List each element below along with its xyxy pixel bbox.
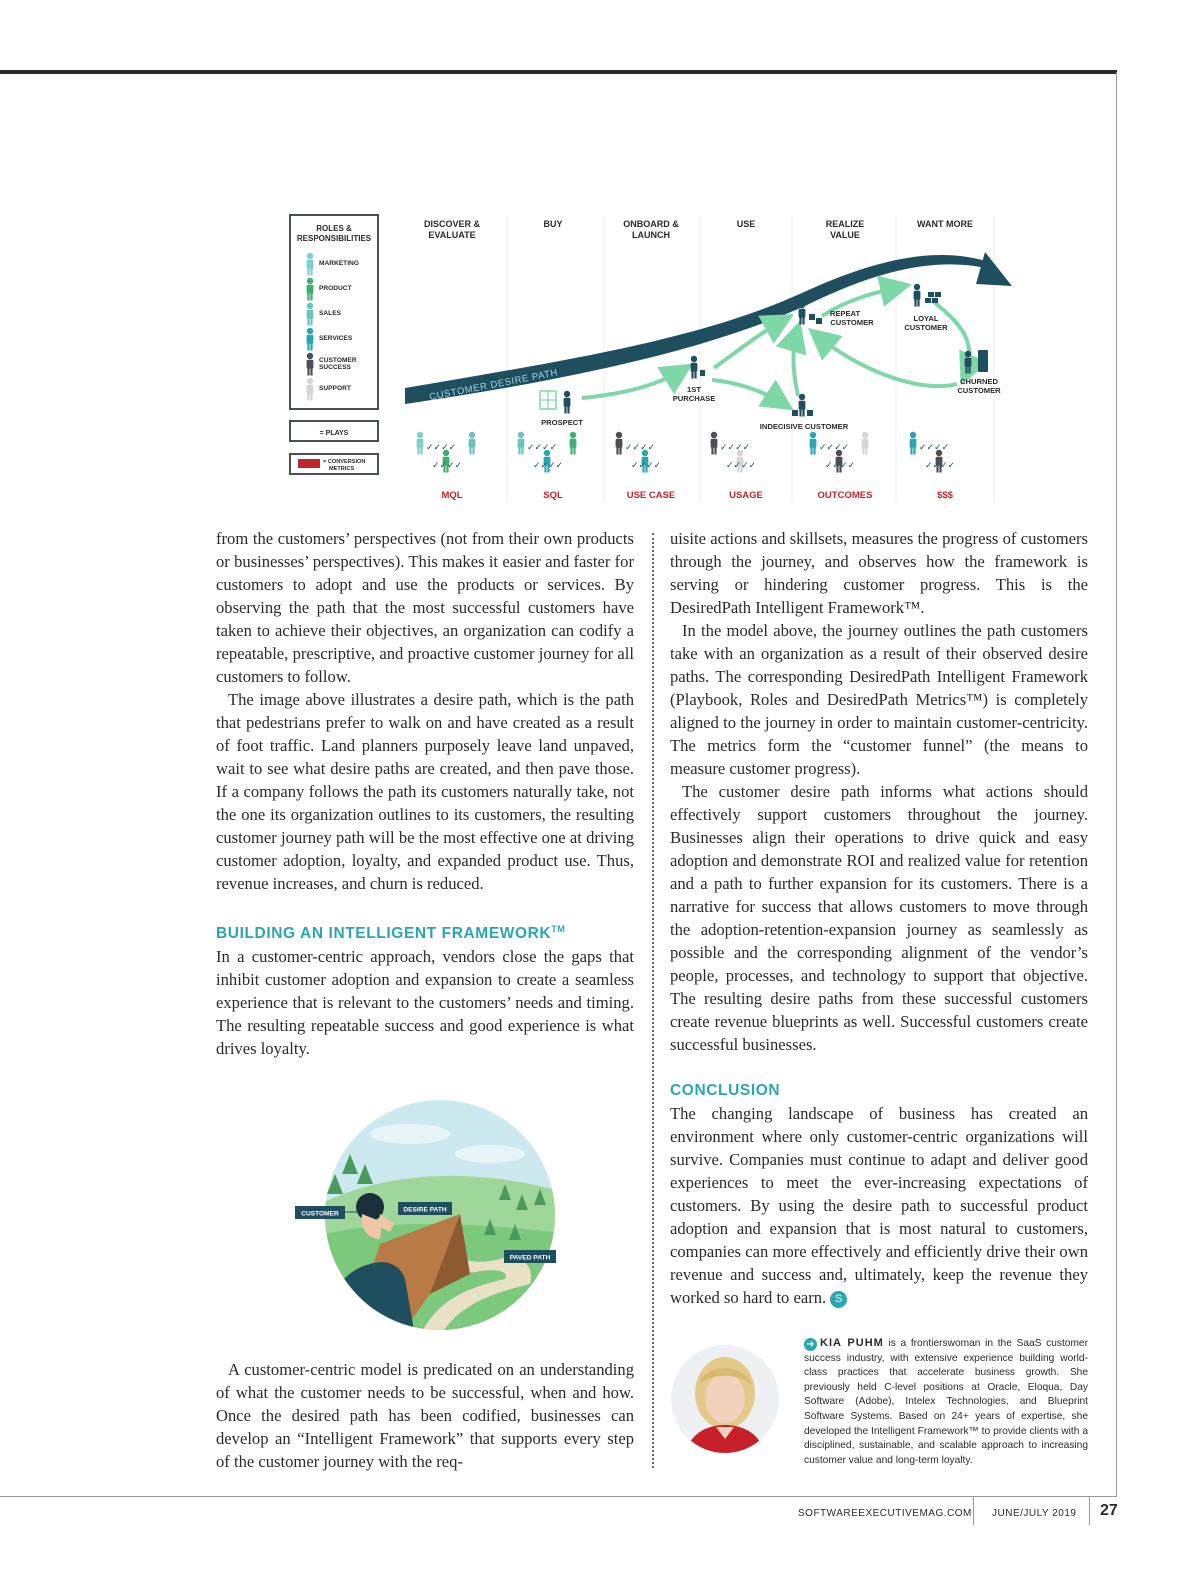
- stage-team-4: [711, 432, 757, 473]
- right-rule: [1116, 72, 1117, 1497]
- stage-header: [917, 219, 973, 229]
- svg-text:SUCCESS: SUCCESS: [319, 364, 351, 371]
- footer-divider-1: [973, 1497, 974, 1525]
- left-paragraph-1: from the customers’ perspectives (not from their own products or businesses’ perspectives). This makes it easier and faster for customers to adopt and use the products or services. By observing the path that the most successful customers have taken to achieve their objectives, an organization can codify a repeatable, prescriptive, and proactive customer journey for all customers to follow.: [216, 529, 634, 686]
- plays-key: [290, 421, 378, 441]
- right-column: [670, 527, 1088, 1309]
- conversion-label-2: METRICS: [329, 466, 355, 472]
- svg-text:DISCOVER &: DISCOVER &: [423, 219, 481, 229]
- svg-text:CUSTOMER: CUSTOMER: [319, 357, 357, 364]
- roles-legend: [290, 215, 378, 409]
- repeat-node: [799, 302, 822, 325]
- left-paragraph-4: A customer-centric model is predicated on an understanding of what the customer needs to be successful, when and how. Once the desired path has been codified, businesses can develop an “Intelligent Framework” that supports every step of the customer journey with the req-: [216, 1360, 634, 1471]
- svg-text:VALUE: VALUE: [830, 230, 860, 240]
- left-paragraph-3: In a customer-centric approach, vendors close the gaps that inhibit customer adoption and expansion to create a seamless experience that is relevant to the customers’ needs and timing. The resulting repeatable success and good experience is what drives loyalty.: [216, 947, 634, 1059]
- svg-text:✓✓✓✓: ✓✓✓✓: [919, 442, 950, 452]
- metric-label: OUTCOMES: [817, 490, 873, 501]
- left-paragraph-2: The image above illustrates a desire path, which is the path that pedestrians prefer to walk on and have created as a result of foot traffic. Land planners purposely leave land unpaved, wait to see what desire paths are created, and then pave those. If a company follows the path its customers naturally take, not the one its organization outlines to its customers, the resulting customer journey path will be the most effective one at driving customer adoption, loyalty, and expanded product use. Thus, revenue increases, and churn is reduced.: [216, 690, 634, 893]
- end-mark-icon: S: [830, 1291, 847, 1308]
- legend-title: ROLES &: [316, 224, 352, 233]
- stage-team-6: [910, 432, 956, 473]
- conversion-key: [290, 454, 378, 474]
- right-paragraph-1: uisite actions and skillsets, measures the progress of customers through the journey, and observes how the framework is serving or hindering customer progress. This is the DesiredPath Intelligent Framework™.: [670, 529, 1088, 617]
- stage-header: [623, 219, 679, 240]
- svg-text:✓✓✓✓: ✓✓✓✓: [726, 460, 757, 470]
- legend-title-2: RESPONSIBILITIES: [296, 234, 372, 243]
- svg-text:✓✓✓✓: ✓✓✓✓: [625, 442, 656, 452]
- metric-label: SQL: [543, 490, 563, 501]
- metric-label: USAGE: [729, 490, 763, 501]
- footer-issue: JUNE/JULY 2019: [992, 1508, 1077, 1519]
- paved-path-tag: PAVED PATH: [509, 1254, 551, 1262]
- churned-label-1: CHURNED: [960, 377, 998, 386]
- desire-path-label: CUSTOMER DESIRE PATH: [428, 367, 559, 403]
- svg-text:SALES: SALES: [319, 310, 341, 317]
- trademark-mark: TM: [551, 924, 566, 934]
- indecisive-node: [792, 394, 813, 417]
- svg-text:✓✓✓✓: ✓✓✓✓: [631, 460, 662, 470]
- metric-label: USE CASE: [626, 490, 676, 501]
- desire-path-illustration: [290, 1094, 570, 1336]
- stage-header: [424, 219, 481, 240]
- first-purchase-node: [691, 356, 705, 379]
- left-column-top: [216, 527, 634, 1060]
- loyal-label-2: CUSTOMER: [904, 323, 948, 332]
- stage-team-3: [616, 432, 662, 473]
- customer-tag: CUSTOMER: [301, 1210, 339, 1218]
- plays-label: = PLAYS: [319, 430, 349, 437]
- right-paragraph-2: In the model above, the journey outlines the path customers take with an organization as a result of their observed desire paths. The corresponding DesiredPath Intelligent Framework (Playbook, Roles and DesiredPath Metrics™) is completely aligned to the journey in order to maintain customer-centricity. The metrics form the “customer funnel” (the means to measure customer progress).: [670, 621, 1088, 778]
- stage-header: [737, 219, 756, 229]
- column-divider: [652, 533, 654, 1468]
- footer-site: SOFTWAREEXECUTIVEMAG.COM: [798, 1508, 972, 1519]
- right-paragraph-3: The customer desire path informs what actions should effectively support customers throughout the journey. Businesses align their operations to drive quick and easy adoption and demonstrate ROI and realized value for retention and a path to further expansion for its customers. There is a narrative for success that allows customers to move through the adoption-retention-expansion journey as seamlessly as possible and the corresponding alignment of the vendor’s people, processes, and technology to support that objective. The resulting desire paths from these successful customers create revenue blueprints as well. Successful customers create successful businesses.: [670, 782, 1088, 1054]
- top-rule: [0, 70, 1117, 74]
- churned-label-2: CUSTOMER: [957, 386, 1001, 395]
- stage-header: [826, 219, 865, 240]
- svg-text:WANT MORE: WANT MORE: [917, 219, 973, 229]
- first-purchase-label-1: 1ST: [687, 385, 701, 394]
- customer-journey-diagram: [282, 208, 1022, 508]
- section-heading-conclusion: CONCLUSION: [670, 1082, 781, 1099]
- bottom-rule: [0, 1496, 1117, 1497]
- svg-text:✓✓✓✓: ✓✓✓✓: [825, 460, 856, 470]
- svg-text:SUPPORT: SUPPORT: [319, 385, 351, 392]
- svg-text:USE: USE: [736, 219, 756, 229]
- svg-text:BUY: BUY: [543, 219, 563, 229]
- svg-text:REALIZE: REALIZE: [825, 219, 865, 229]
- desire-path-tag: DESIRE PATH: [403, 1206, 447, 1214]
- stage-header: [543, 219, 562, 229]
- prospect-label: PROSPECT: [541, 418, 583, 427]
- indecisive-label: INDECISIVE CUSTOMER: [759, 422, 849, 431]
- svg-text:MARKETING: MARKETING: [319, 260, 359, 267]
- svg-text:✓✓✓✓: ✓✓✓✓: [720, 442, 751, 452]
- svg-text:✓✓✓✓: ✓✓✓✓: [533, 460, 564, 470]
- author-bio: [804, 1336, 1088, 1468]
- stage-teams: [417, 432, 956, 473]
- svg-text:ONBOARD &: ONBOARD &: [623, 219, 679, 229]
- loyal-label-1: LOYAL: [913, 314, 939, 323]
- metric-label: MQL: [441, 490, 463, 501]
- svg-text:✓✓✓✓: ✓✓✓✓: [819, 442, 850, 452]
- stage-team-1: [417, 432, 476, 473]
- metric-label: $$$: [937, 490, 953, 501]
- svg-text:✓✓✓✓: ✓✓✓✓: [432, 460, 463, 470]
- page-number: 27: [1100, 1502, 1118, 1519]
- svg-text:✓✓✓✓: ✓✓✓✓: [426, 442, 457, 452]
- first-purchase-label-2: PURCHASE: [672, 394, 716, 403]
- footer-divider-2: [1089, 1497, 1090, 1525]
- prospect-node: [540, 391, 570, 414]
- stage-headers: [424, 219, 973, 240]
- right-paragraph-4: [670, 1102, 1088, 1309]
- author-name: KIA PUHM: [820, 1337, 884, 1349]
- author-photo: [670, 1343, 780, 1455]
- left-column-bottom: [216, 1358, 634, 1473]
- author-bio-text: is a frontierswoman in the SaaS customer success industry, with extensive experience building world-class practices that accelerate business growth. She previously held C-level positions at Oracle, Eloqua, Day Software (Adobe), Intelex Technologies, and Blueprint Software Systems. Based on 24+ years of expertise, she developed the Intelligent Framework™ to provide clients with a disciplined, sustainable, and scalable approach to increasing customer value and long-term loyalty.: [804, 1338, 1088, 1466]
- section-heading-framework: [216, 918, 634, 945]
- svg-text:✓✓✓✓: ✓✓✓✓: [527, 442, 558, 452]
- svg-text:SERVICES: SERVICES: [319, 335, 353, 342]
- stage-team-2: [518, 432, 577, 473]
- conclusion-text: The changing landscape of business has created an environment where only customer-centric organizations will survive. Companies must continue to adapt and deliver good experiences to meet the ever-increasing expectations of customers. By using the desire path to successful product adoption and expansion that is most natural to customers, companies can more effectively and efficiently drive their own revenue and success and, ultimately, keep the revenue they worked so hard to earn.: [670, 1104, 1088, 1307]
- repeat-label-1: REPEAT: [829, 309, 861, 318]
- stage-team-5: [810, 432, 869, 473]
- svg-text:EVALUATE: EVALUATE: [428, 230, 476, 240]
- arrow-right-icon: ➜: [804, 1338, 817, 1351]
- svg-text:LAUNCH: LAUNCH: [632, 230, 670, 240]
- repeat-label-2: CUSTOMER: [830, 318, 874, 327]
- metrics-row: [441, 490, 953, 501]
- framework-heading-text: BUILDING AN INTELLIGENT FRAMEWORK: [216, 925, 552, 943]
- conversion-label-1: = CONVERSION: [323, 459, 366, 465]
- svg-text:✓✓✓✓: ✓✓✓✓: [925, 460, 956, 470]
- svg-text:PRODUCT: PRODUCT: [319, 285, 352, 292]
